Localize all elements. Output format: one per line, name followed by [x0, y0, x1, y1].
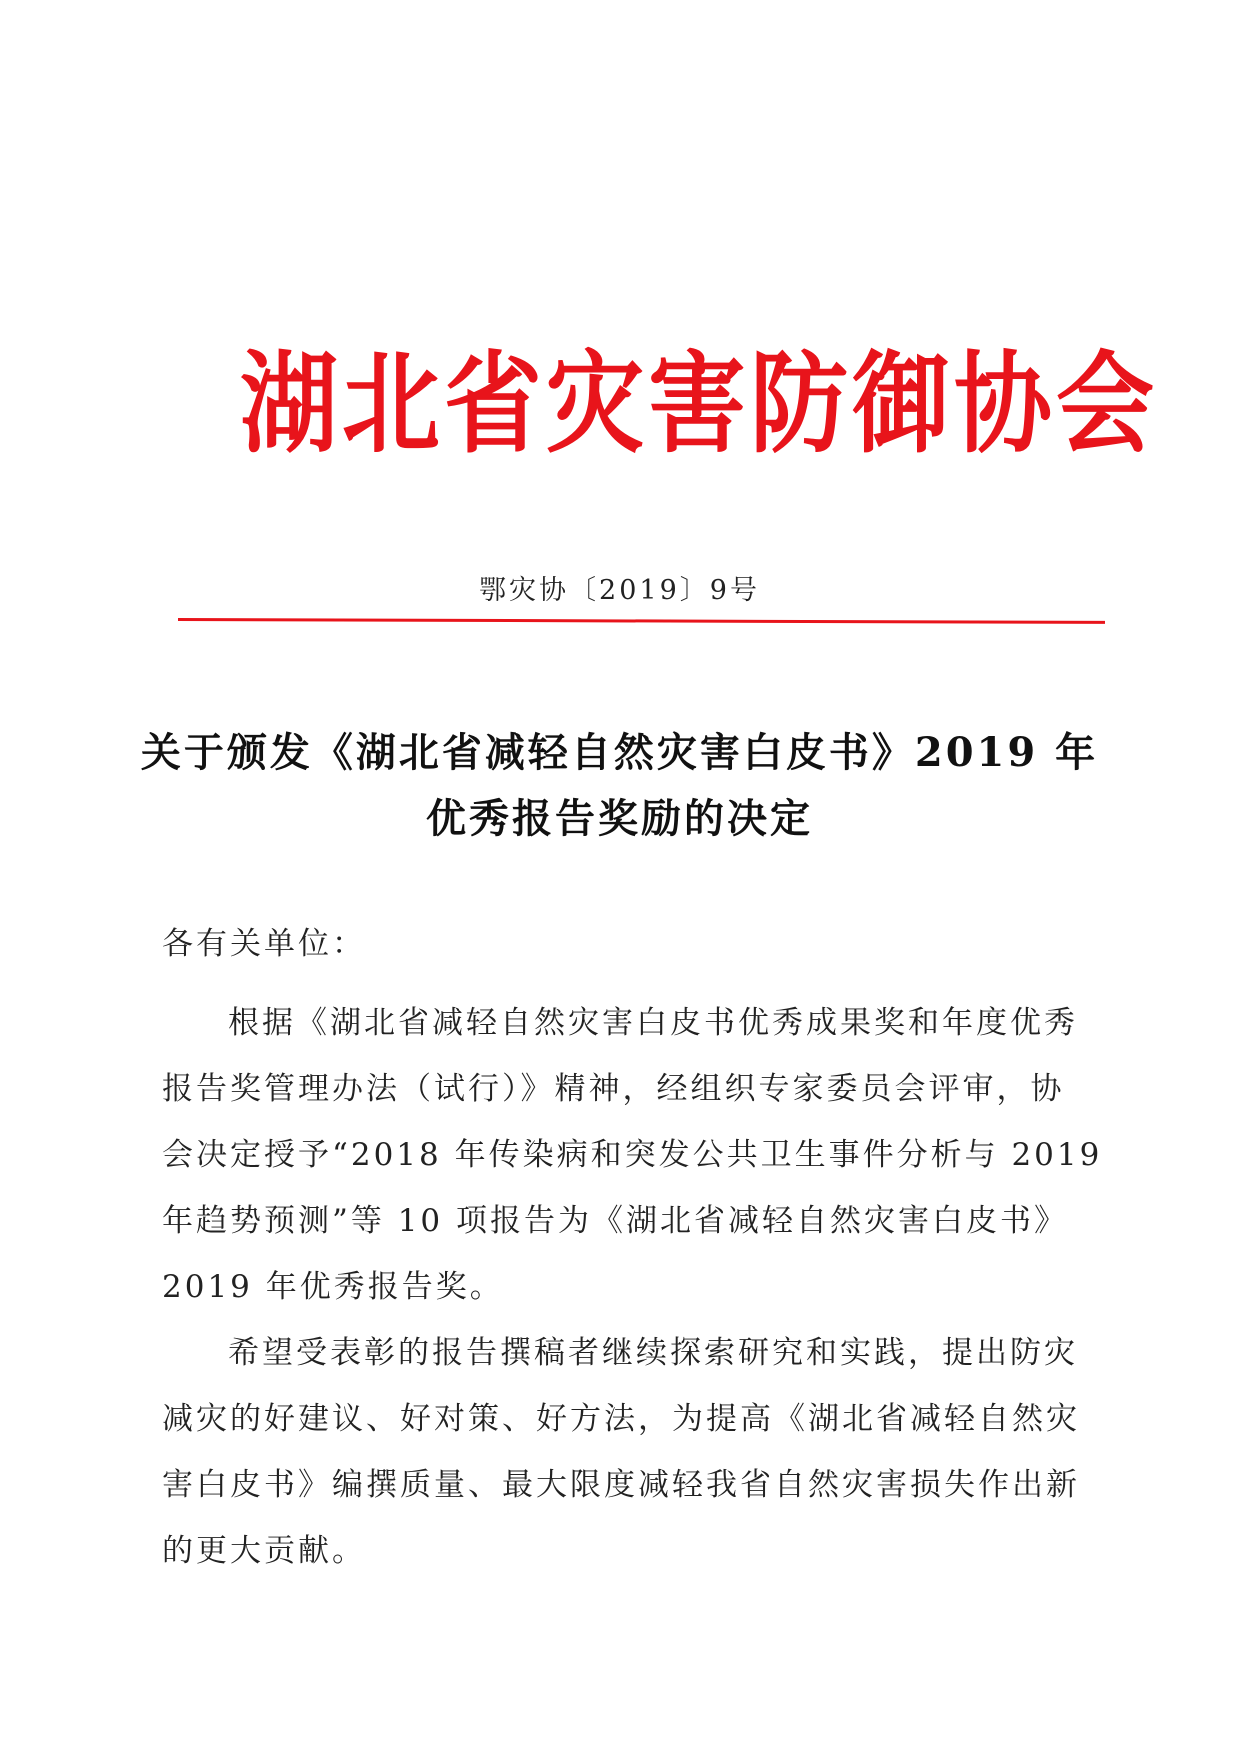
paragraph-line: 希望受表彰的报告撰稿者继续探索研究和实践，提出防灾 [228, 1335, 1078, 1371]
title-line-2: 优秀报告奖励的决定 [426, 795, 813, 842]
organization-header: 湖北省灾害防御协会 [240, 341, 1159, 470]
paragraph-line: 2019 年优秀报告奖。 [162, 1269, 504, 1305]
paragraph-line: 根据《湖北省减轻自然灾害白皮书优秀成果奖和年度优秀 [228, 1005, 1078, 1041]
document-title [100, 720, 1139, 852]
paragraph-2 [162, 1320, 1080, 1584]
paragraph-1 [162, 990, 1103, 1320]
paragraph-line: 会决定授予“2018 年传染病和突发公共卫生事件分析与 2019 [162, 1137, 1103, 1173]
title-line-1: 关于颁发《湖北省减轻自然灾害白皮书》2019 年 [140, 729, 1099, 776]
paragraph-line: 害白皮书》编撰质量、最大限度减轻我省自然灾害损失作出新 [162, 1467, 1080, 1503]
red-divider-line [178, 618, 1105, 624]
paragraph-line: 的更大贡献。 [162, 1533, 366, 1569]
document-number: 鄂灾协〔2019〕9号 [479, 575, 760, 606]
document-body [162, 990, 1103, 1584]
paragraph-line: 报告奖管理办法（试行）》精神，经组织专家委员会评审，协 [162, 1071, 1065, 1107]
paragraph-line: 减灾的好建议、好对策、好方法，为提高《湖北省减轻自然灾 [162, 1401, 1080, 1437]
salutation: 各有关单位： [162, 926, 366, 962]
paragraph-line: 年趋势预测”等 10 项报告为《湖北省减轻自然灾害白皮书》 [162, 1203, 1068, 1239]
